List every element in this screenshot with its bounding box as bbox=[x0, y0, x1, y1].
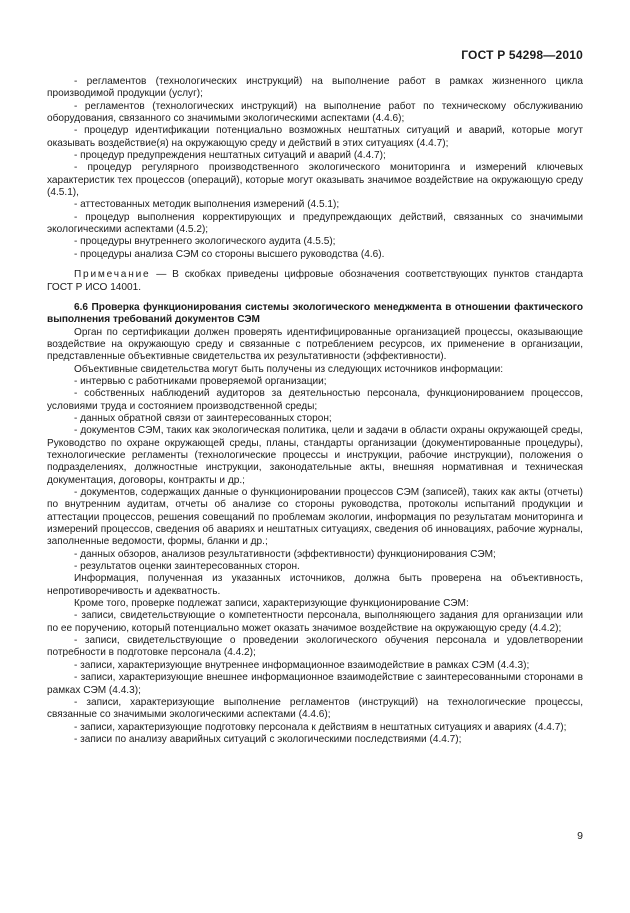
list-item: - регламентов (технологических инструкций) на выполнение работ по техническому обслуживанию оборудования, связанного со значимыми экологическими аспектами (4.4.6); bbox=[47, 100, 583, 125]
section-paragraph: - интервью с работниками проверяемой организации; bbox=[74, 375, 327, 387]
section-paragraph: Кроме того, проверке подлежат записи, характеризующие функционирование СЭМ: bbox=[74, 598, 469, 610]
section-paragraph: Информация, полученная из указанных источников, должна быть проверена на объективность, непротиворечивость и адекватность. bbox=[47, 573, 583, 597]
section-paragraph: - результатов оценки заинтересованных сторон. bbox=[74, 561, 300, 573]
page-content bbox=[47, 76, 583, 746]
section-paragraph: - документов, содержащих данные о функционировании процессов СЭМ (записей), таких как акты (отчеты) по внутренним аудитам, отчеты об анализе со стороны руководства, протоколы испытаний продукции и аттестации процессов, решения совещаний по проблемам экологии, информация по результатам мониторинга и измерений процессов, сведения об авариях и нештатных ситуациях, сведения об инновациях, рабочие журналы, заполненные ведомости, формы, бланки и др.; bbox=[47, 487, 583, 548]
section-paragraph: - данных обзоров, анализов результативности (эффективности) функционирования СЭМ; bbox=[74, 548, 496, 560]
section-paragraph: Орган по сертификации должен проверять идентифицированные организацией процессы, оказывающие воздействие на окружающую среду и связанные с потреблением ресурсов, их применение в организации, представленные объективные свидетельства их результативности (эффективности). bbox=[47, 326, 583, 363]
page-number: 9 bbox=[577, 830, 583, 842]
section-paragraph: - записи, характеризующие подготовку персонала к действиям в нештатных ситуациях и авариях (4.4.7); bbox=[74, 721, 567, 733]
section-paragraph: Объективные свидетельства могут быть получены из следующих источников информации: bbox=[74, 363, 504, 375]
note-text: — В скобках приведены цифровые обозначения соответствующих пунктов стандарта ГОСТ Р ИСО 14001. bbox=[47, 269, 583, 293]
section-paragraph: - записи, характеризующие выполнение регламентов (инструкций) на технологические процессы, связанные со значимыми экологическими аспектами (4.4.6); bbox=[47, 696, 583, 721]
section-heading: 6.6 Проверка функционирования системы экологического менеджмента в отношении фактического выполнения требований документов СЭМ bbox=[47, 301, 583, 326]
section-paragraph: - записи, характеризующие внешнее информационное взаимодействие с заинтересованными сторонами в рамках СЭМ (4.4.3); bbox=[47, 672, 583, 696]
section-paragraph: - собственных наблюдений аудиторов за деятельностью персонала, функционированием процессов, условиями труда и состоянием производственной среды; bbox=[47, 388, 583, 412]
list-item: - аттестованных методик выполнения измерений (4.5.1); bbox=[74, 199, 340, 211]
list-item: - процедур идентификации потенциально возможных нештатных ситуаций и аварий, которые могут оказывать воздействие(я) на окружающую среду и действий в этих ситуациях (4.4.7); bbox=[47, 125, 583, 149]
section-paragraph: - записи, свидетельствующие о проведении экологического обучения персонала и удовлетворении потребности в подготовке персонала (4.4.2); bbox=[47, 635, 583, 659]
section-paragraph: - записи по анализу аварийных ситуаций с экологическими последствиями (4.4.7); bbox=[74, 733, 462, 745]
note-paragraph bbox=[47, 269, 583, 294]
list-item: - процедуры анализа СЭМ со стороны высшего руководства (4.6). bbox=[74, 248, 385, 260]
section-paragraph: - данных обратной связи от заинтересованных сторон; bbox=[74, 412, 332, 424]
section-paragraph: - документов СЭМ, таких как экологическая политика, цели и задачи в области охраны окружающей среды, Руководство по охране окружающей среды, планы, стандарты организации (документированные процедуры), технологические регламенты (технологические процессы и инструкции, рабочие инструкции), положения о подразделениях, должностные инструкции, законодательные акты, внешняя нормативная и техническая документация, договоры, контракты и др.; bbox=[47, 425, 583, 486]
list-item: - процедур регулярного производственного экологического мониторинга и измерений ключевых характеристик тех процессов (операций), которые могут оказывать значимое воздействие на окружающую среду (4.5.1), bbox=[47, 162, 583, 199]
section-paragraph: - записи, характеризующие внутреннее информационное взаимодействие в рамках СЭМ (4.4.3); bbox=[74, 659, 530, 671]
section-paragraph: - записи, свидетельствующие о компетентности персонала, выполняющего задания для организации или по ее поручению, который потенциально может оказать значимое воздействие на окружающую среду (4.4.2); bbox=[47, 610, 583, 634]
list-item: - процедур выполнения корректирующих и предупреждающих действий, связанных со значимыми экологическими аспектами (4.5.2); bbox=[47, 211, 583, 236]
list-item: - регламентов (технологических инструкций) на выполнение работ в рамках жизненного цикла производимой продукции (услуг); bbox=[47, 76, 583, 100]
note-label: Примечание bbox=[74, 269, 151, 281]
standard-header: ГОСТ Р 54298—2010 bbox=[461, 48, 583, 62]
list-item: - процедуры внутреннего экологического аудита (4.5.5); bbox=[74, 236, 336, 248]
list-item: - процедур предупреждения нештатных ситуаций и аварий (4.4.7); bbox=[74, 150, 386, 162]
